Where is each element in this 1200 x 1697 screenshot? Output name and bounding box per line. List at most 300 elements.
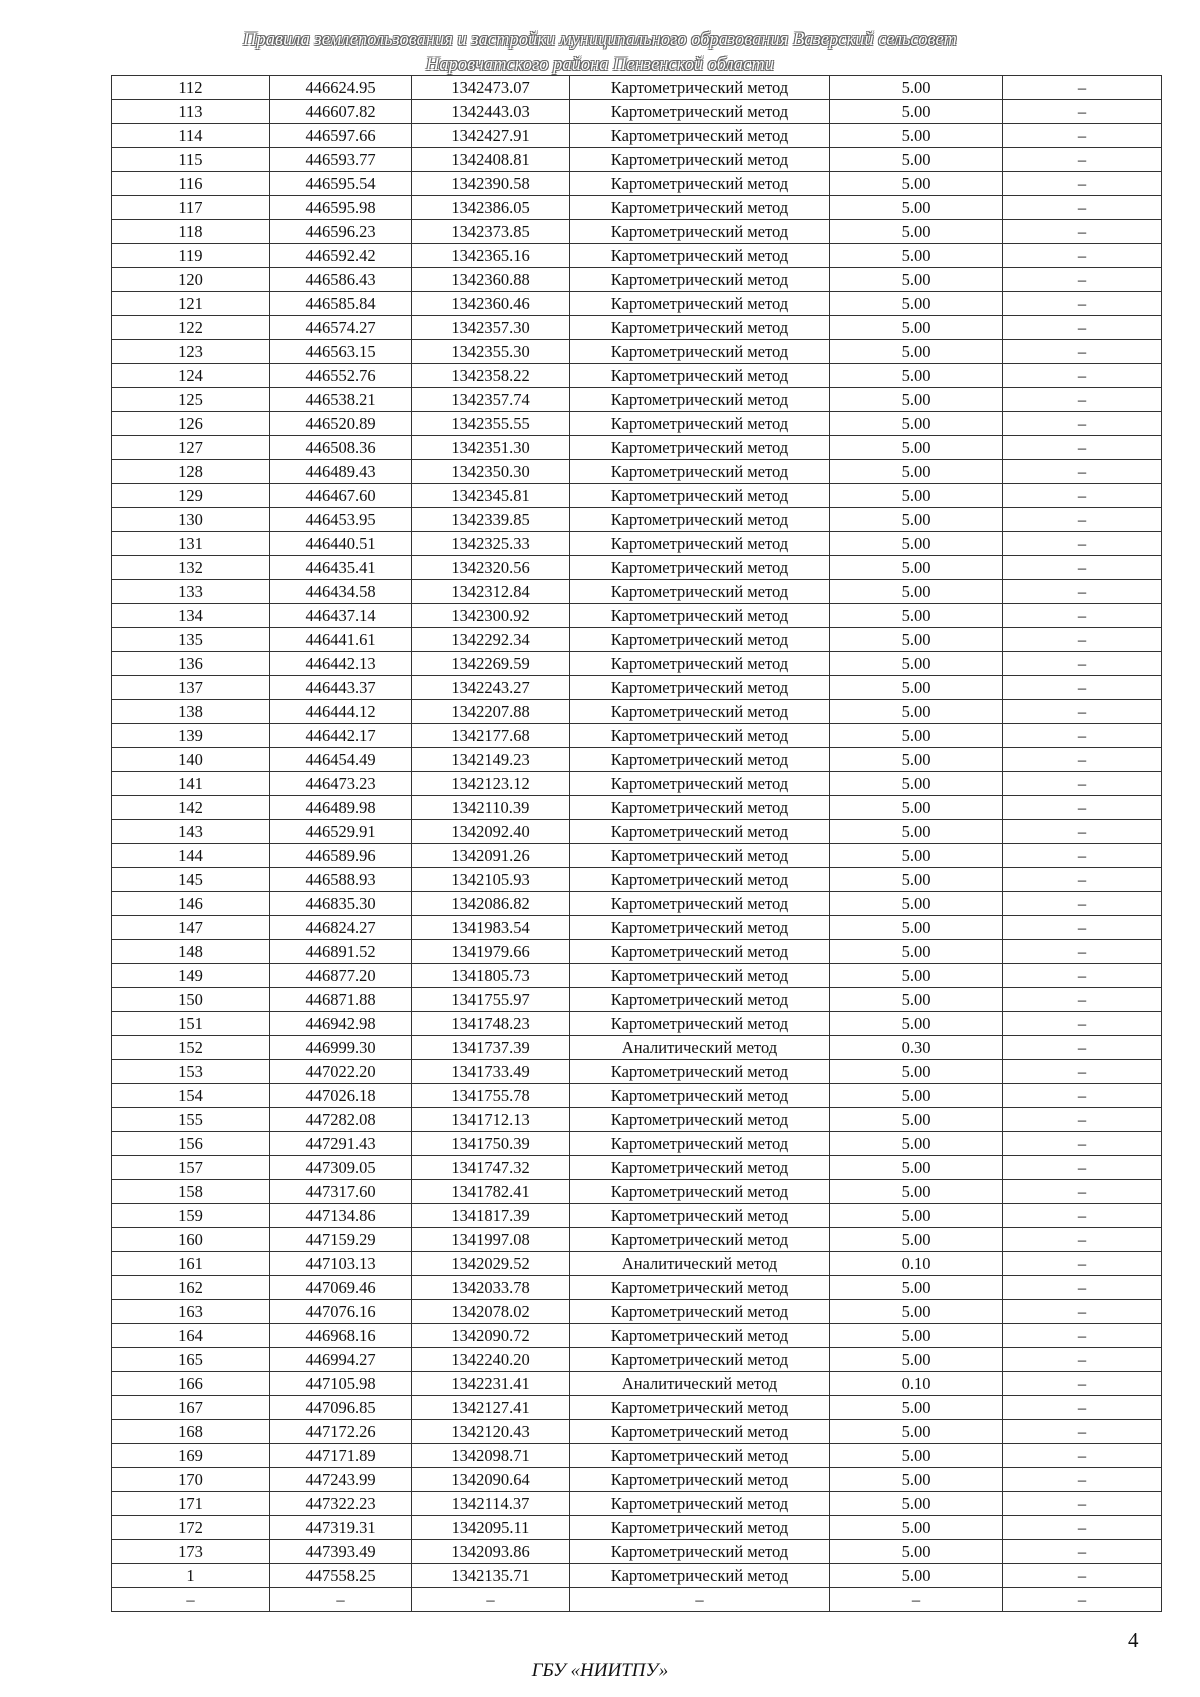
description-cell: – [1003,844,1162,868]
description-cell: – [1003,1132,1162,1156]
description-cell: – [1003,1228,1162,1252]
y-coordinate-cell: 1342090.72 [412,1324,570,1348]
description-cell: – [1003,1108,1162,1132]
point-number-cell: 167 [112,1396,270,1420]
y-coordinate-cell: 1342123.12 [412,772,570,796]
point-number-cell: 161 [112,1252,270,1276]
table-row [112,1036,1162,1060]
accuracy-cell: 5.00 [830,196,1003,220]
x-coordinate-cell: 447172.26 [270,1420,412,1444]
y-coordinate-cell: 1342269.59 [412,652,570,676]
y-coordinate-cell: 1342086.82 [412,892,570,916]
method-cell: Аналитический метод [570,1036,830,1060]
y-coordinate-cell: 1342339.85 [412,508,570,532]
table-row [112,604,1162,628]
table-row [112,196,1162,220]
method-cell: Картометрический метод [570,196,830,220]
point-number-cell: 157 [112,1156,270,1180]
accuracy-cell: 5.00 [830,100,1003,124]
y-coordinate-cell: 1341748.23 [412,1012,570,1036]
description-cell: – [1003,988,1162,1012]
method-cell: Картометрический метод [570,604,830,628]
table-row [112,364,1162,388]
x-coordinate-cell: 446999.30 [270,1036,412,1060]
accuracy-cell: 0.30 [830,1036,1003,1060]
method-cell: Картометрический метод [570,628,830,652]
x-coordinate-cell: 447317.60 [270,1180,412,1204]
table-row [112,1444,1162,1468]
page-header [0,28,1200,78]
y-coordinate-cell: 1342357.30 [412,316,570,340]
y-coordinate-cell: 1342105.93 [412,868,570,892]
table-row [112,628,1162,652]
method-cell: – [570,1588,830,1612]
accuracy-cell: 5.00 [830,820,1003,844]
x-coordinate-cell: 446994.27 [270,1348,412,1372]
method-cell: Картометрический метод [570,700,830,724]
description-cell: – [1003,1252,1162,1276]
y-coordinate-cell: 1342360.88 [412,268,570,292]
accuracy-cell: 5.00 [830,1564,1003,1588]
accuracy-cell: 5.00 [830,1516,1003,1540]
table-row [112,1156,1162,1180]
accuracy-cell: 5.00 [830,76,1003,100]
accuracy-cell: 5.00 [830,1060,1003,1084]
point-number-cell: 118 [112,220,270,244]
y-coordinate-cell: 1342386.05 [412,196,570,220]
description-cell: – [1003,364,1162,388]
point-number-cell: 148 [112,940,270,964]
y-coordinate-cell: 1341750.39 [412,1132,570,1156]
method-cell: Картометрический метод [570,1228,830,1252]
y-coordinate-cell: 1342443.03 [412,100,570,124]
x-coordinate-cell: 447291.43 [270,1132,412,1156]
description-cell: – [1003,940,1162,964]
table-row [112,724,1162,748]
y-coordinate-cell: 1341782.41 [412,1180,570,1204]
accuracy-cell: 5.00 [830,724,1003,748]
method-cell: Картометрический метод [570,244,830,268]
accuracy-cell: 5.00 [830,1084,1003,1108]
x-coordinate-cell: 446442.13 [270,652,412,676]
description-cell: – [1003,1444,1162,1468]
point-number-cell: 147 [112,916,270,940]
table-row [112,268,1162,292]
point-number-cell: 117 [112,196,270,220]
table-row [112,1372,1162,1396]
method-cell: Картометрический метод [570,124,830,148]
description-cell: – [1003,964,1162,988]
y-coordinate-cell: 1342373.85 [412,220,570,244]
description-cell: – [1003,460,1162,484]
table-row [112,1348,1162,1372]
description-cell: – [1003,124,1162,148]
y-coordinate-cell: 1342135.71 [412,1564,570,1588]
table-row [112,772,1162,796]
accuracy-cell: 5.00 [830,1132,1003,1156]
page-number: 4 [1128,1628,1139,1652]
accuracy-cell: 5.00 [830,652,1003,676]
table-row [112,700,1162,724]
method-cell: Картометрический метод [570,1324,830,1348]
accuracy-cell: 5.00 [830,700,1003,724]
coordinates-table [111,75,1162,1612]
x-coordinate-cell: 446454.49 [270,748,412,772]
accuracy-cell: 5.00 [830,268,1003,292]
method-cell: Картометрический метод [570,1468,830,1492]
table-row [112,1084,1162,1108]
y-coordinate-cell: 1342092.40 [412,820,570,844]
point-number-cell: 169 [112,1444,270,1468]
table-row [112,1468,1162,1492]
point-number-cell: 145 [112,868,270,892]
method-cell: Картометрический метод [570,100,830,124]
y-coordinate-cell: 1341712.13 [412,1108,570,1132]
y-coordinate-cell: 1341737.39 [412,1036,570,1060]
table-row [112,460,1162,484]
table-row [112,244,1162,268]
point-number-cell: 129 [112,484,270,508]
x-coordinate-cell: 447558.25 [270,1564,412,1588]
description-cell: – [1003,628,1162,652]
y-coordinate-cell: 1342350.30 [412,460,570,484]
table-row [112,148,1162,172]
y-coordinate-cell: 1342390.58 [412,172,570,196]
x-coordinate-cell: 446624.95 [270,76,412,100]
method-cell: Картометрический метод [570,916,830,940]
point-number-cell: 131 [112,532,270,556]
x-coordinate-cell: 446435.41 [270,556,412,580]
method-cell: Картометрический метод [570,172,830,196]
y-coordinate-cell: 1342033.78 [412,1276,570,1300]
description-cell: – [1003,220,1162,244]
accuracy-cell: 5.00 [830,1492,1003,1516]
accuracy-cell: 5.00 [830,1420,1003,1444]
method-cell: Картометрический метод [570,484,830,508]
y-coordinate-cell: 1342300.92 [412,604,570,628]
accuracy-cell: 5.00 [830,292,1003,316]
description-cell: – [1003,820,1162,844]
description-cell: – [1003,652,1162,676]
y-coordinate-cell: 1341983.54 [412,916,570,940]
table-row [112,1012,1162,1036]
x-coordinate-cell: 447134.86 [270,1204,412,1228]
table-row [112,1516,1162,1540]
point-number-cell: 116 [112,172,270,196]
description-cell: – [1003,1348,1162,1372]
description-cell: – [1003,1036,1162,1060]
y-coordinate-cell: 1341755.78 [412,1084,570,1108]
x-coordinate-cell: 446467.60 [270,484,412,508]
point-number-cell: 127 [112,436,270,460]
accuracy-cell: 5.00 [830,604,1003,628]
x-coordinate-cell: 446595.98 [270,196,412,220]
method-cell: Картометрический метод [570,1540,830,1564]
description-cell: – [1003,1324,1162,1348]
method-cell: Картометрический метод [570,556,830,580]
accuracy-cell: 5.00 [830,364,1003,388]
y-coordinate-cell: 1342078.02 [412,1300,570,1324]
y-coordinate-cell: 1341817.39 [412,1204,570,1228]
description-cell: – [1003,1204,1162,1228]
table-row [112,484,1162,508]
accuracy-cell: 5.00 [830,916,1003,940]
x-coordinate-cell: 446443.37 [270,676,412,700]
table-row [112,1564,1162,1588]
point-number-cell: 163 [112,1300,270,1324]
point-number-cell: 173 [112,1540,270,1564]
x-coordinate-cell: 447322.23 [270,1492,412,1516]
y-coordinate-cell: 1341979.66 [412,940,570,964]
method-cell: Картометрический метод [570,1012,830,1036]
method-cell: Картометрический метод [570,676,830,700]
x-coordinate-cell: 447171.89 [270,1444,412,1468]
accuracy-cell: 5.00 [830,412,1003,436]
description-cell: – [1003,316,1162,340]
table-row [112,100,1162,124]
x-coordinate-cell: 446824.27 [270,916,412,940]
point-number-cell: 139 [112,724,270,748]
point-number-cell: 171 [112,1492,270,1516]
x-coordinate-cell: 446520.89 [270,412,412,436]
y-coordinate-cell: 1341755.97 [412,988,570,1012]
point-number-cell: 154 [112,1084,270,1108]
table-row [112,556,1162,580]
method-cell: Картометрический метод [570,652,830,676]
description-cell: – [1003,772,1162,796]
description-cell: – [1003,748,1162,772]
accuracy-cell: 5.00 [830,1468,1003,1492]
point-number-cell: 144 [112,844,270,868]
description-cell: – [1003,532,1162,556]
accuracy-cell: 5.00 [830,796,1003,820]
y-coordinate-cell: 1342090.64 [412,1468,570,1492]
x-coordinate-cell: 447096.85 [270,1396,412,1420]
description-cell: – [1003,340,1162,364]
method-cell: Картометрический метод [570,1084,830,1108]
y-coordinate-cell: 1342114.37 [412,1492,570,1516]
x-coordinate-cell: 446473.23 [270,772,412,796]
x-coordinate-cell: 446441.61 [270,628,412,652]
description-cell: – [1003,412,1162,436]
y-coordinate-cell: 1342473.07 [412,76,570,100]
table-row [112,1420,1162,1444]
point-number-cell: 170 [112,1468,270,1492]
x-coordinate-cell: 446597.66 [270,124,412,148]
accuracy-cell: 5.00 [830,172,1003,196]
description-cell: – [1003,700,1162,724]
accuracy-cell: 0.10 [830,1252,1003,1276]
method-cell: Картометрический метод [570,1492,830,1516]
table-row [112,1588,1162,1612]
x-coordinate-cell: 447243.99 [270,1468,412,1492]
accuracy-cell: 5.00 [830,964,1003,988]
x-coordinate-cell: 446871.88 [270,988,412,1012]
point-number-cell: 153 [112,1060,270,1084]
x-coordinate-cell: 447026.18 [270,1084,412,1108]
table-row [112,340,1162,364]
x-coordinate-cell: 446508.36 [270,436,412,460]
y-coordinate-cell: 1342360.46 [412,292,570,316]
description-cell: – [1003,1300,1162,1324]
description-cell: – [1003,1012,1162,1036]
accuracy-cell: 5.00 [830,148,1003,172]
point-number-cell: 112 [112,76,270,100]
coordinates-table-body [112,76,1162,1612]
description-cell: – [1003,388,1162,412]
table-row [112,1324,1162,1348]
description-cell: – [1003,1372,1162,1396]
method-cell: Картометрический метод [570,724,830,748]
description-cell: – [1003,580,1162,604]
y-coordinate-cell: 1342091.26 [412,844,570,868]
y-coordinate-cell: 1342408.81 [412,148,570,172]
description-cell: – [1003,1084,1162,1108]
table-row [112,124,1162,148]
point-number-cell: 115 [112,148,270,172]
point-number-cell: 149 [112,964,270,988]
point-number-cell: 152 [112,1036,270,1060]
method-cell: Картометрический метод [570,748,830,772]
accuracy-cell: 5.00 [830,580,1003,604]
point-number-cell: 143 [112,820,270,844]
x-coordinate-cell: 446593.77 [270,148,412,172]
x-coordinate-cell: 446434.58 [270,580,412,604]
table-row [112,1540,1162,1564]
table-row [112,76,1162,100]
method-cell: Картометрический метод [570,460,830,484]
table-row [112,1060,1162,1084]
table-row [112,940,1162,964]
y-coordinate-cell: 1342120.43 [412,1420,570,1444]
method-cell: Картометрический метод [570,1204,830,1228]
x-coordinate-cell: 446585.84 [270,292,412,316]
description-cell: – [1003,1396,1162,1420]
method-cell: Картометрический метод [570,796,830,820]
accuracy-cell: – [830,1588,1003,1612]
table-row [112,1108,1162,1132]
x-coordinate-cell: 446942.98 [270,1012,412,1036]
x-coordinate-cell: 446453.95 [270,508,412,532]
accuracy-cell: 5.00 [830,436,1003,460]
point-number-cell: 164 [112,1324,270,1348]
y-coordinate-cell: 1342345.81 [412,484,570,508]
method-cell: Картометрический метод [570,1396,830,1420]
point-number-cell: 140 [112,748,270,772]
accuracy-cell: 5.00 [830,508,1003,532]
method-cell: Картометрический метод [570,988,830,1012]
table-row [112,676,1162,700]
point-number-cell: 166 [112,1372,270,1396]
y-coordinate-cell: 1342355.55 [412,412,570,436]
description-cell: – [1003,172,1162,196]
x-coordinate-cell: 446489.43 [270,460,412,484]
table-row [112,436,1162,460]
y-coordinate-cell: 1342312.84 [412,580,570,604]
point-number-cell: 160 [112,1228,270,1252]
description-cell: – [1003,1588,1162,1612]
accuracy-cell: 5.00 [830,628,1003,652]
x-coordinate-cell: 447076.16 [270,1300,412,1324]
point-number-cell: 142 [112,796,270,820]
description-cell: – [1003,604,1162,628]
accuracy-cell: 5.00 [830,1276,1003,1300]
method-cell: Картометрический метод [570,1420,830,1444]
x-coordinate-cell: 446437.14 [270,604,412,628]
description-cell: – [1003,100,1162,124]
method-cell: Картометрический метод [570,892,830,916]
accuracy-cell: 5.00 [830,868,1003,892]
table-row [112,508,1162,532]
x-coordinate-cell: 446588.93 [270,868,412,892]
accuracy-cell: 5.00 [830,988,1003,1012]
x-coordinate-cell: 446440.51 [270,532,412,556]
y-coordinate-cell: 1342292.34 [412,628,570,652]
point-number-cell: 121 [112,292,270,316]
method-cell: Картометрический метод [570,388,830,412]
accuracy-cell: 5.00 [830,892,1003,916]
point-number-cell: 120 [112,268,270,292]
point-number-cell: 172 [112,1516,270,1540]
x-coordinate-cell: 446877.20 [270,964,412,988]
table-row [112,1492,1162,1516]
x-coordinate-cell: 447103.13 [270,1252,412,1276]
point-number-cell: 141 [112,772,270,796]
point-number-cell: 119 [112,244,270,268]
description-cell: – [1003,268,1162,292]
accuracy-cell: 5.00 [830,460,1003,484]
method-cell: Картометрический метод [570,148,830,172]
table-row [112,388,1162,412]
description-cell: – [1003,484,1162,508]
x-coordinate-cell: 447022.20 [270,1060,412,1084]
x-coordinate-cell: – [270,1588,412,1612]
accuracy-cell: 5.00 [830,484,1003,508]
method-cell: Картометрический метод [570,1564,830,1588]
x-coordinate-cell: 446589.96 [270,844,412,868]
method-cell: Картометрический метод [570,76,830,100]
y-coordinate-cell: 1342029.52 [412,1252,570,1276]
table-row [112,1180,1162,1204]
y-coordinate-cell: 1341733.49 [412,1060,570,1084]
method-cell: Картометрический метод [570,1444,830,1468]
y-coordinate-cell: 1342320.56 [412,556,570,580]
accuracy-cell: 5.00 [830,388,1003,412]
description-cell: – [1003,1060,1162,1084]
table-row [112,796,1162,820]
y-coordinate-cell: 1342093.86 [412,1540,570,1564]
accuracy-cell: 0.10 [830,1372,1003,1396]
x-coordinate-cell: 446442.17 [270,724,412,748]
method-cell: Картометрический метод [570,1516,830,1540]
x-coordinate-cell: 446444.12 [270,700,412,724]
y-coordinate-cell: 1342355.30 [412,340,570,364]
accuracy-cell: 5.00 [830,1300,1003,1324]
point-number-cell: 122 [112,316,270,340]
method-cell: Аналитический метод [570,1372,830,1396]
method-cell: Картометрический метод [570,220,830,244]
method-cell: Картометрический метод [570,772,830,796]
description-cell: – [1003,436,1162,460]
point-number-cell: 133 [112,580,270,604]
x-coordinate-cell: 446574.27 [270,316,412,340]
table-row [112,1252,1162,1276]
y-coordinate-cell: 1341805.73 [412,964,570,988]
table-row [112,844,1162,868]
method-cell: Картометрический метод [570,1156,830,1180]
y-coordinate-cell: 1342149.23 [412,748,570,772]
x-coordinate-cell: 447309.05 [270,1156,412,1180]
